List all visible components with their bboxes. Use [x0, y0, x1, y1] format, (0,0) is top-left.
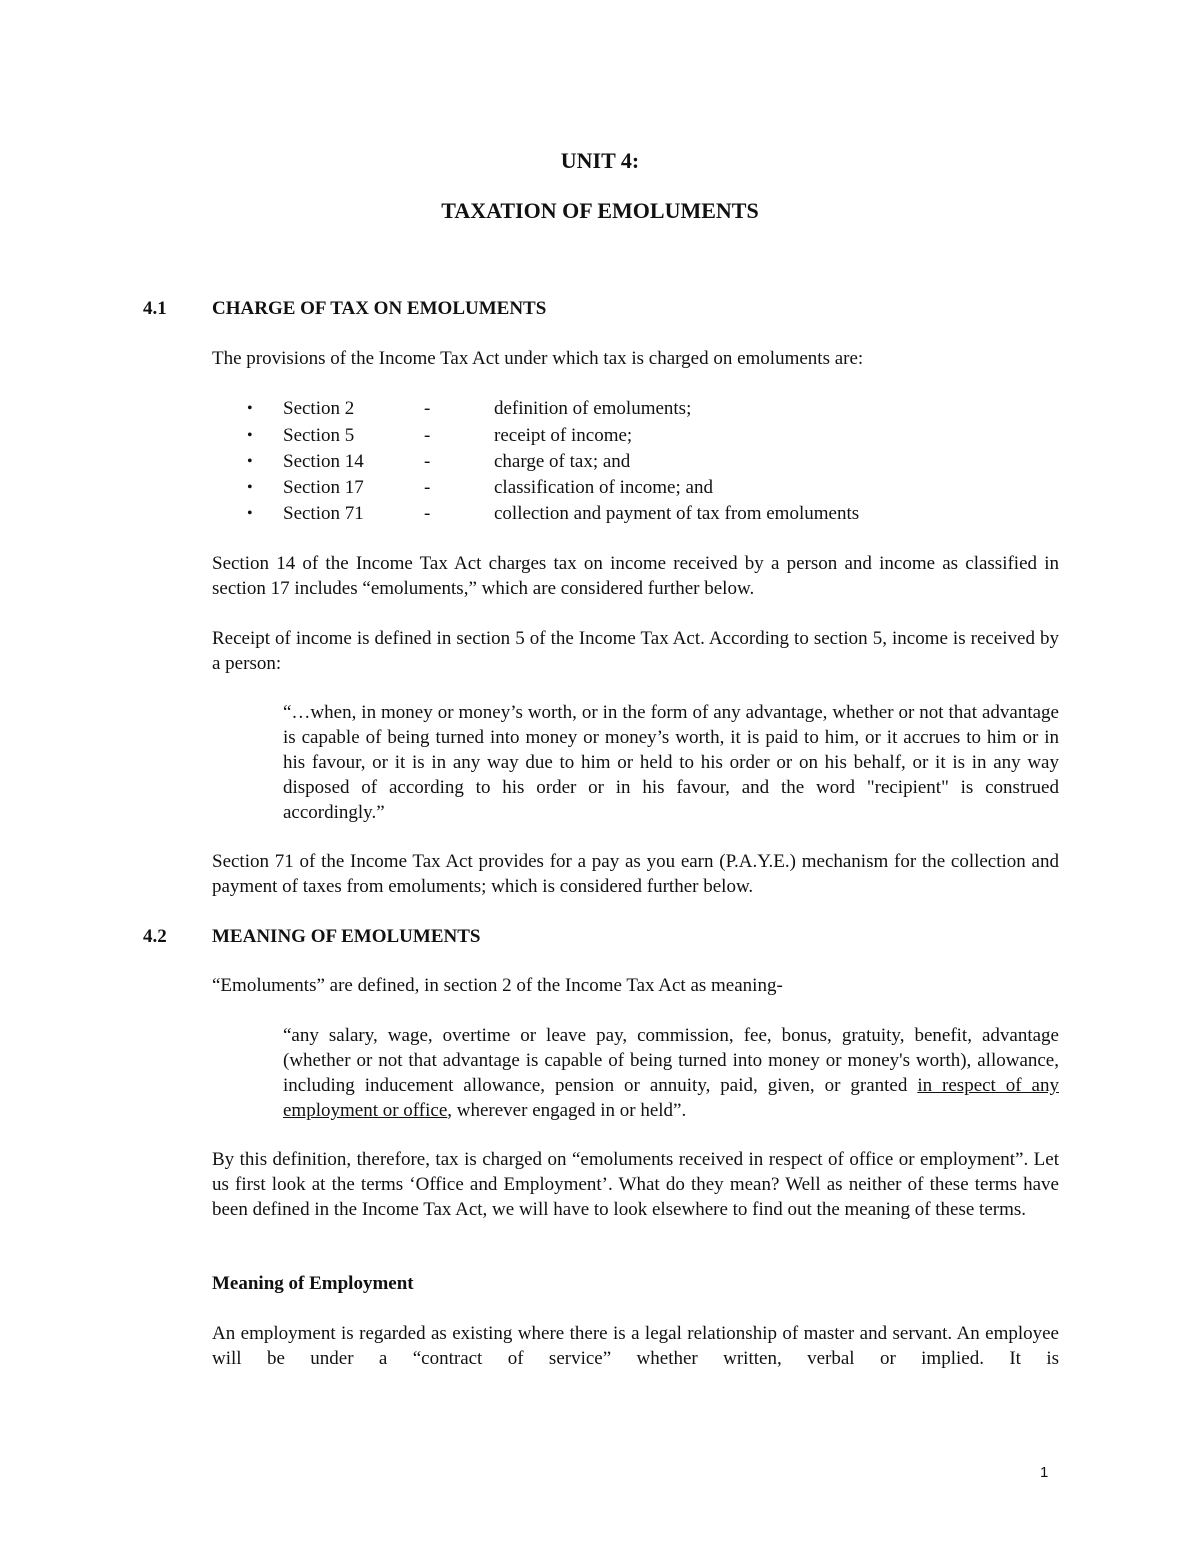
paragraph-employment: An employment is regarded as existing where there is a legal relationship of master and servant. An employee will be under a “contract of service” whether written, verbal or implied. It is [212, 1323, 1059, 1369]
list-item [247, 396, 1059, 422]
quote-text-end: , wherever engaged in or held”. [447, 1100, 687, 1121]
subheading: Meaning of Employment [212, 1273, 414, 1294]
provision-section: Section 5 [283, 425, 355, 446]
list-item [247, 449, 1059, 475]
paragraph-receipt-of-income: Receipt of income is defined in section 5 of the Income Tax Act. According to section 5, income is received by a person: [212, 628, 1059, 674]
paragraph-section-71: Section 71 of the Income Tax Act provides for a pay as you earn (P.A.Y.E.) mechanism for the collection and payment of taxes from emoluments; which is considered further below. [212, 851, 1059, 897]
list-item [247, 475, 1059, 501]
provision-description: collection and payment of tax from emoluments [494, 503, 860, 524]
bullet-icon: • [247, 427, 253, 444]
provision-description: charge of tax; and [494, 451, 631, 472]
provision-dash: - [424, 451, 431, 472]
paragraph-definition: By this definition, therefore, tax is charged on “emoluments received in respect of office or employment”. Let us first look at the terms ‘Office and Employment’. What do they mean? Well as neither of these terms have been defined in the Income Tax Act, we will have to look elsewhere to find out the meaning of these terms. [212, 1149, 1059, 1220]
bullet-icon: • [247, 505, 253, 522]
page-number: 1 [1040, 1464, 1049, 1481]
bullet-icon: • [247, 400, 253, 417]
provision-section: Section 71 [283, 503, 364, 524]
provision-dash: - [424, 477, 431, 498]
provision-description: definition of emoluments; [494, 398, 692, 419]
provision-dash: - [424, 425, 431, 446]
document-title: TAXATION OF EMOLUMENTS [441, 198, 759, 223]
quote-underlined-text: in respect of any employment or office [283, 1075, 1059, 1121]
list-item [247, 501, 1059, 527]
section-title: MEANING OF EMOLUMENTS [212, 926, 481, 947]
quote-text: “any salary, wage, overtime or leave pay, commission, fee, bonus, gratuity, benefit, advantage (whether or not that advantage is capable of being turned into money or money's worth), allowance, including inducement allowance, pension or annuity, paid, given, or granted [283, 1025, 1059, 1096]
provision-description: receipt of income; [494, 425, 633, 446]
section-number: 4.1 [143, 298, 167, 319]
bullet-icon: • [247, 479, 253, 496]
provision-dash: - [424, 398, 431, 419]
section-intro: The provisions of the Income Tax Act under which tax is charged on emoluments are: [212, 348, 864, 369]
paragraph-section-14: Section 14 of the Income Tax Act charges tax on income received by a person and income as classified in section 17 includes “emoluments,” which are considered further below. [212, 553, 1059, 599]
provision-description: classification of income; and [494, 477, 713, 498]
quote-receipt-of-income: “…when, in money or money’s worth, or in the form of any advantage, whether or not that advantage is capable of being turned into money or money’s worth, it is paid to him, or it accrues to him or in his favour, or it is in any way due to him or held to his order or on his behalf, or it is in any way disposed of according to his order or in his favour, and the word "recipient" is construed accordingly.” [283, 702, 1059, 823]
provision-section: Section 14 [283, 451, 364, 472]
provision-section: Section 2 [283, 398, 355, 419]
provision-section: Section 17 [283, 477, 364, 498]
section-intro: “Emoluments” are defined, in section 2 of the Income Tax Act as meaning- [212, 975, 783, 996]
provision-dash: - [424, 503, 431, 524]
bullet-icon: • [247, 453, 253, 470]
unit-heading: UNIT 4: [560, 148, 640, 173]
list-item [247, 423, 1059, 449]
quote-emoluments-definition [283, 1023, 1059, 1123]
section-number: 4.2 [143, 926, 167, 947]
section-title: CHARGE OF TAX ON EMOLUMENTS [212, 298, 547, 319]
